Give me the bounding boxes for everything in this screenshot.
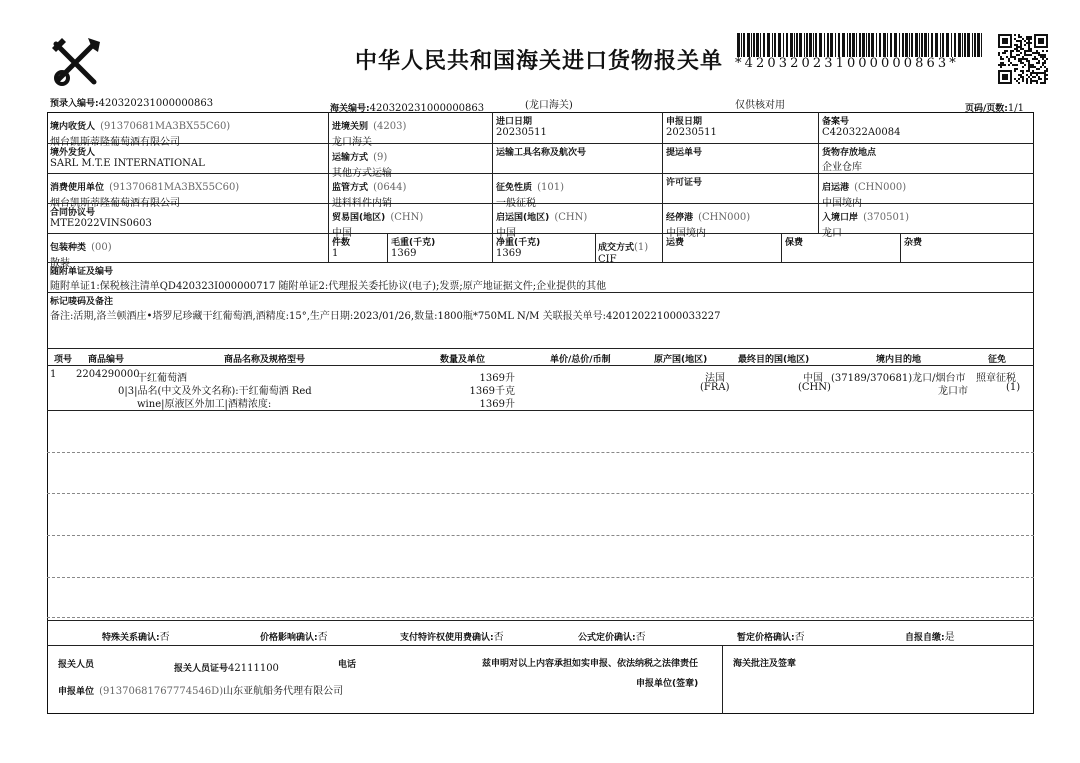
insurance-cell: 保费 bbox=[785, 238, 804, 248]
declaring-unit-seal: 申报单位(签章) bbox=[636, 679, 699, 689]
special-relationship-confirm: 特殊关系确认:否 bbox=[102, 632, 170, 643]
customs-number: 海关编号:420320231000000863 bbox=[330, 103, 485, 114]
customs-emblem bbox=[48, 34, 104, 90]
goods-qty3: 1369升 bbox=[479, 399, 515, 410]
trade-country-cell: 贸易国(地区) (CHN) 中国 bbox=[332, 212, 424, 239]
customs-note-label: 海关批注及签章 bbox=[733, 659, 797, 669]
goods-header-destination: 最终目的国(地区) bbox=[738, 355, 810, 365]
storage-cell: 货物存放地点 企业仓库 bbox=[822, 148, 877, 173]
goods-header-item-no: 项号 bbox=[54, 355, 73, 365]
page-title: 中华人民共和国海关进口货物报关单 bbox=[355, 49, 724, 74]
provisional-price-confirm: 暂定价格确认:否 bbox=[737, 632, 805, 643]
supervision-cell: 监管方式 (0644) 进料料件内销 bbox=[332, 182, 407, 209]
entry-port-cell: 进境关别 (4203) 龙口海关 bbox=[332, 121, 407, 148]
attached-docs-value: 随附单证1:保税核注清单QD420323I000000717 随附单证2:代理报关委托协议(电子);发票;原产地证据文件;企业提供的其他 bbox=[50, 281, 607, 292]
levy-nature-cell: 征免性质 (101) 一般征税 bbox=[496, 182, 564, 209]
package-type-cell: 包装种类 (00) 散装 bbox=[50, 242, 112, 269]
vessel-cell: 运输工具名称及航次号 bbox=[496, 148, 587, 158]
remarks-cell: 标记唛码及备注 备注:活期,洛兰顿酒庄•塔罗尼珍藏干红葡萄酒,酒精度:15°,生产日期:2023/01/26,数量:1800瓶*750ML N/M 关联报关单号:420120221000033227 bbox=[50, 294, 1030, 348]
barcode-text: *420320231000000863* bbox=[735, 56, 959, 71]
goods-dest-name: 中国 bbox=[803, 373, 823, 384]
entry-port-cell-2: 入境口岸 (370501) 龙口 bbox=[822, 212, 910, 239]
remarks-value: 备注:活期,洛兰顿酒庄•塔罗尼珍藏干红葡萄酒,酒精度:15°,生产日期:2023/01/26,数量:1800瓶*750ML N/M 关联报关单号:420120221000033227 bbox=[50, 311, 721, 322]
net-weight-cell: 净重(千克) 1369 bbox=[496, 238, 541, 259]
attached-docs-cell: 随附单证及编号 随附单证1:保税核注清单QD420323I000000717 随附单证2:代理报关委托协议(电子);发票;原产地证据文件;企业提供的其他 bbox=[50, 264, 1030, 292]
license-cell: 许可证号 bbox=[666, 178, 703, 188]
goods-origin-code: (FRA) bbox=[700, 382, 730, 393]
declarant-cert: 报关人员证号42111100 bbox=[174, 663, 279, 674]
record-cell: 备案号 C420322A0084 bbox=[822, 117, 901, 138]
freight-cell: 运费 bbox=[666, 238, 685, 248]
qr-code bbox=[998, 34, 1048, 84]
reference-note: 仅供核对用 bbox=[735, 100, 785, 111]
goods-dest-code: (CHN) bbox=[798, 382, 831, 393]
customs-name: (龙口海关) bbox=[525, 100, 573, 111]
barcode bbox=[735, 33, 987, 57]
declare-date-cell: 申报日期 20230511 bbox=[666, 117, 717, 138]
self-pay-confirm: 自报自缴:是 bbox=[905, 632, 955, 643]
goods-qty1: 1369升 bbox=[479, 373, 515, 384]
consignee-value: 烟台凯斯蒂隆葡萄酒有限公司 bbox=[50, 137, 180, 148]
goods-name-line3: wine|原液区外加工|酒精浓度: bbox=[137, 399, 272, 410]
departure-port-cell: 启运港 (CHN000) 中国境内 bbox=[822, 182, 907, 209]
declaring-unit: 申报单位 (91370681767774546D)山东亚航船务代理有限公司 bbox=[58, 686, 344, 697]
price-influence-confirm: 价格影响确认:否 bbox=[260, 632, 328, 643]
origin-country-cell: 启运国(地区) (CHN) 中国 bbox=[496, 212, 588, 239]
phone-label: 电话 bbox=[338, 660, 357, 670]
goods-header-domestic: 境内目的地 bbox=[876, 355, 922, 365]
pieces-cell: 件数 1 bbox=[332, 238, 351, 259]
misc-fee-cell: 杂费 bbox=[904, 238, 923, 248]
page-indicator: 页码/页数:1/1 bbox=[965, 103, 1024, 114]
goods-header-qty: 数量及单位 bbox=[440, 355, 486, 365]
formula-pricing-confirm: 公式定价确认:否 bbox=[578, 632, 646, 643]
goods-header-levy: 征免 bbox=[988, 355, 1007, 365]
transit-port-cell: 经停港 (CHN000) 中国境内 bbox=[666, 212, 751, 239]
goods-header-name: 商品名称及规格型号 bbox=[224, 355, 306, 365]
goods-domestic-line1: (37189/370681)龙口/烟台市 bbox=[831, 373, 966, 384]
goods-levy-line1: 照章征税 bbox=[976, 373, 1016, 384]
goods-header-origin: 原产国(地区) bbox=[654, 355, 708, 365]
deal-mode-cell: 成交方式(1) CIF bbox=[598, 242, 649, 265]
contract-cell: 合同协议号 MTE2022VINS0603 bbox=[50, 208, 152, 229]
goods-qty2: 1369千克 bbox=[469, 386, 515, 397]
transport-mode-cell: 运输方式 (9) 其他方式运输 bbox=[332, 152, 392, 179]
goods-name-line1: 干红葡萄酒 bbox=[137, 373, 187, 384]
shipper-cell: 境外发货人 SARL M.T.E INTERNATIONAL bbox=[50, 148, 205, 169]
goods-levy-line2: (1) bbox=[1006, 382, 1021, 393]
import-date-cell: 进口日期 20230511 bbox=[496, 117, 547, 138]
bill-of-lading-cell: 提运单号 bbox=[666, 148, 703, 158]
goods-header-hs-code: 商品编号 bbox=[88, 355, 125, 365]
declaration-statement: 兹申明对以上内容承担如实申报、依法纳税之法律责任 bbox=[482, 659, 699, 669]
goods-item-no: 1 bbox=[50, 369, 57, 380]
gross-weight-cell: 毛重(千克) 1369 bbox=[391, 238, 436, 259]
preentry-number: 预录入编号:420320231000000863 bbox=[50, 98, 214, 109]
consumer-cell: 消费使用单位 (91370681MA3BX55C60) 烟台凯斯蒂隆葡萄酒有限公司 bbox=[50, 182, 240, 209]
goods-origin-name: 法国 bbox=[705, 373, 725, 384]
royalty-confirm: 支付特许权使用费确认:否 bbox=[400, 632, 504, 643]
goods-name-line2: 0|3|品名(中文及外文名称):干红葡萄酒 Red bbox=[118, 386, 312, 397]
consignee-cell: 境内收货人 (91370681MA3BX55C60) 烟台凯斯蒂隆葡萄酒有限公司 bbox=[50, 114, 326, 142]
goods-hs-code: 2204290000 bbox=[76, 369, 140, 380]
declarant-label: 报关人员 bbox=[58, 660, 95, 670]
goods-header-price: 单价/总价/币制 bbox=[550, 355, 611, 365]
goods-domestic-line2: 龙口市 bbox=[938, 386, 968, 397]
